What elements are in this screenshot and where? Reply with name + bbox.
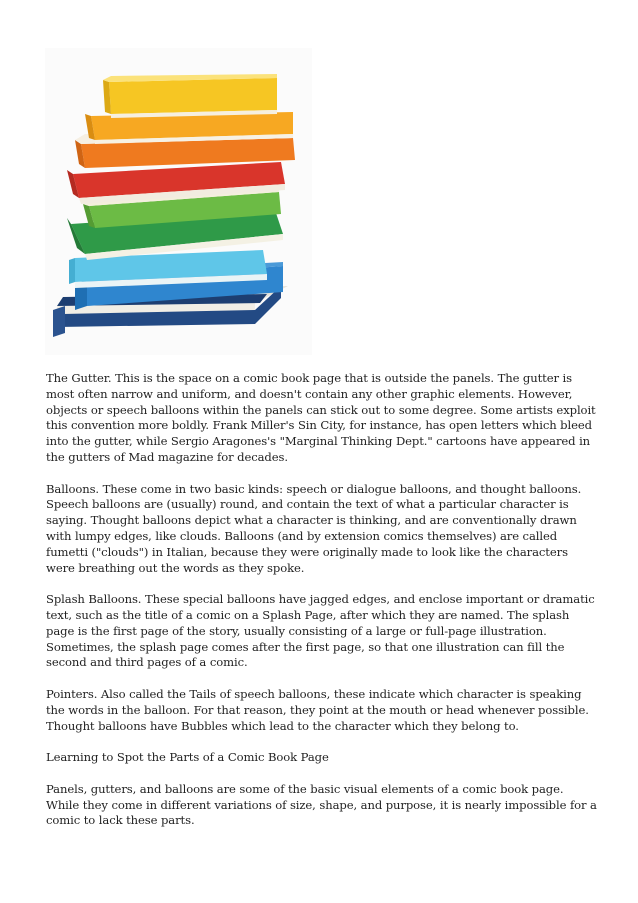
paragraph-balloons: Balloons. These come in two basic kinds: speech or dialogue balloons, and thought balloons. Speech balloons are (usually) round, and contain the text of what a particular character is saying. Thought balloons depict what a character is thinking, and are conventionally drawn with lumpy edges, like clouds. Balloons (and by extension comics themselves) are called fumetti ("clouds") in Italian, because they were originally made to look like the characters were breathing out the words as they spoke. bbox=[46, 481, 582, 575]
book-stack-image bbox=[45, 48, 312, 355]
paragraph-splash-balloons: Splash Balloons. These special balloons have jagged edges, and enclose important or dramatic text, such as the title of a comic on a Splash Page, after which they are named. The splash page is the first page of the story, usually consisting of a large or full-page illustration. Sometimes, the splash page comes after the first page, so that one illustration can fill the second and third pages of a comic. bbox=[46, 592, 595, 670]
paragraph-gutter: The Gutter. This is the space on a comic book page that is outside the panels. The gutter is most often narrow and uniform, and doesn't contain any other graphic elements. However, objects or speech balloons within the panels can stick out to some degree. Some artists exploit this convention more boldly. Frank Miller's Sin City, for instance, has open letters which bleed into the gutter, while Sergio Aragones's "Marginal Thinking Dept." cartoons have appeared in the gutters of Mad magazine for decades. bbox=[46, 371, 596, 464]
paragraph-pointers: Pointers. Also called the Tails of speech balloons, these indicate which character is speaking the words in the balloon. For that reason, they point at the mouth or head whenever possible. Thought balloons have Bubbles which lead to the character which they belong to. bbox=[46, 686, 589, 733]
book-stack-illustration bbox=[45, 48, 312, 355]
paragraph-summary: Panels, gutters, and balloons are some of the basic visual elements of a comic book page. While they come in different variations of size, shape, and purpose, it is nearly impossible for a comic to lack these parts. bbox=[46, 781, 597, 828]
section-heading: Learning to Spot the Parts of a Comic Book Page bbox=[46, 750, 329, 765]
book-yellow bbox=[103, 74, 277, 118]
article-body bbox=[46, 371, 598, 845]
